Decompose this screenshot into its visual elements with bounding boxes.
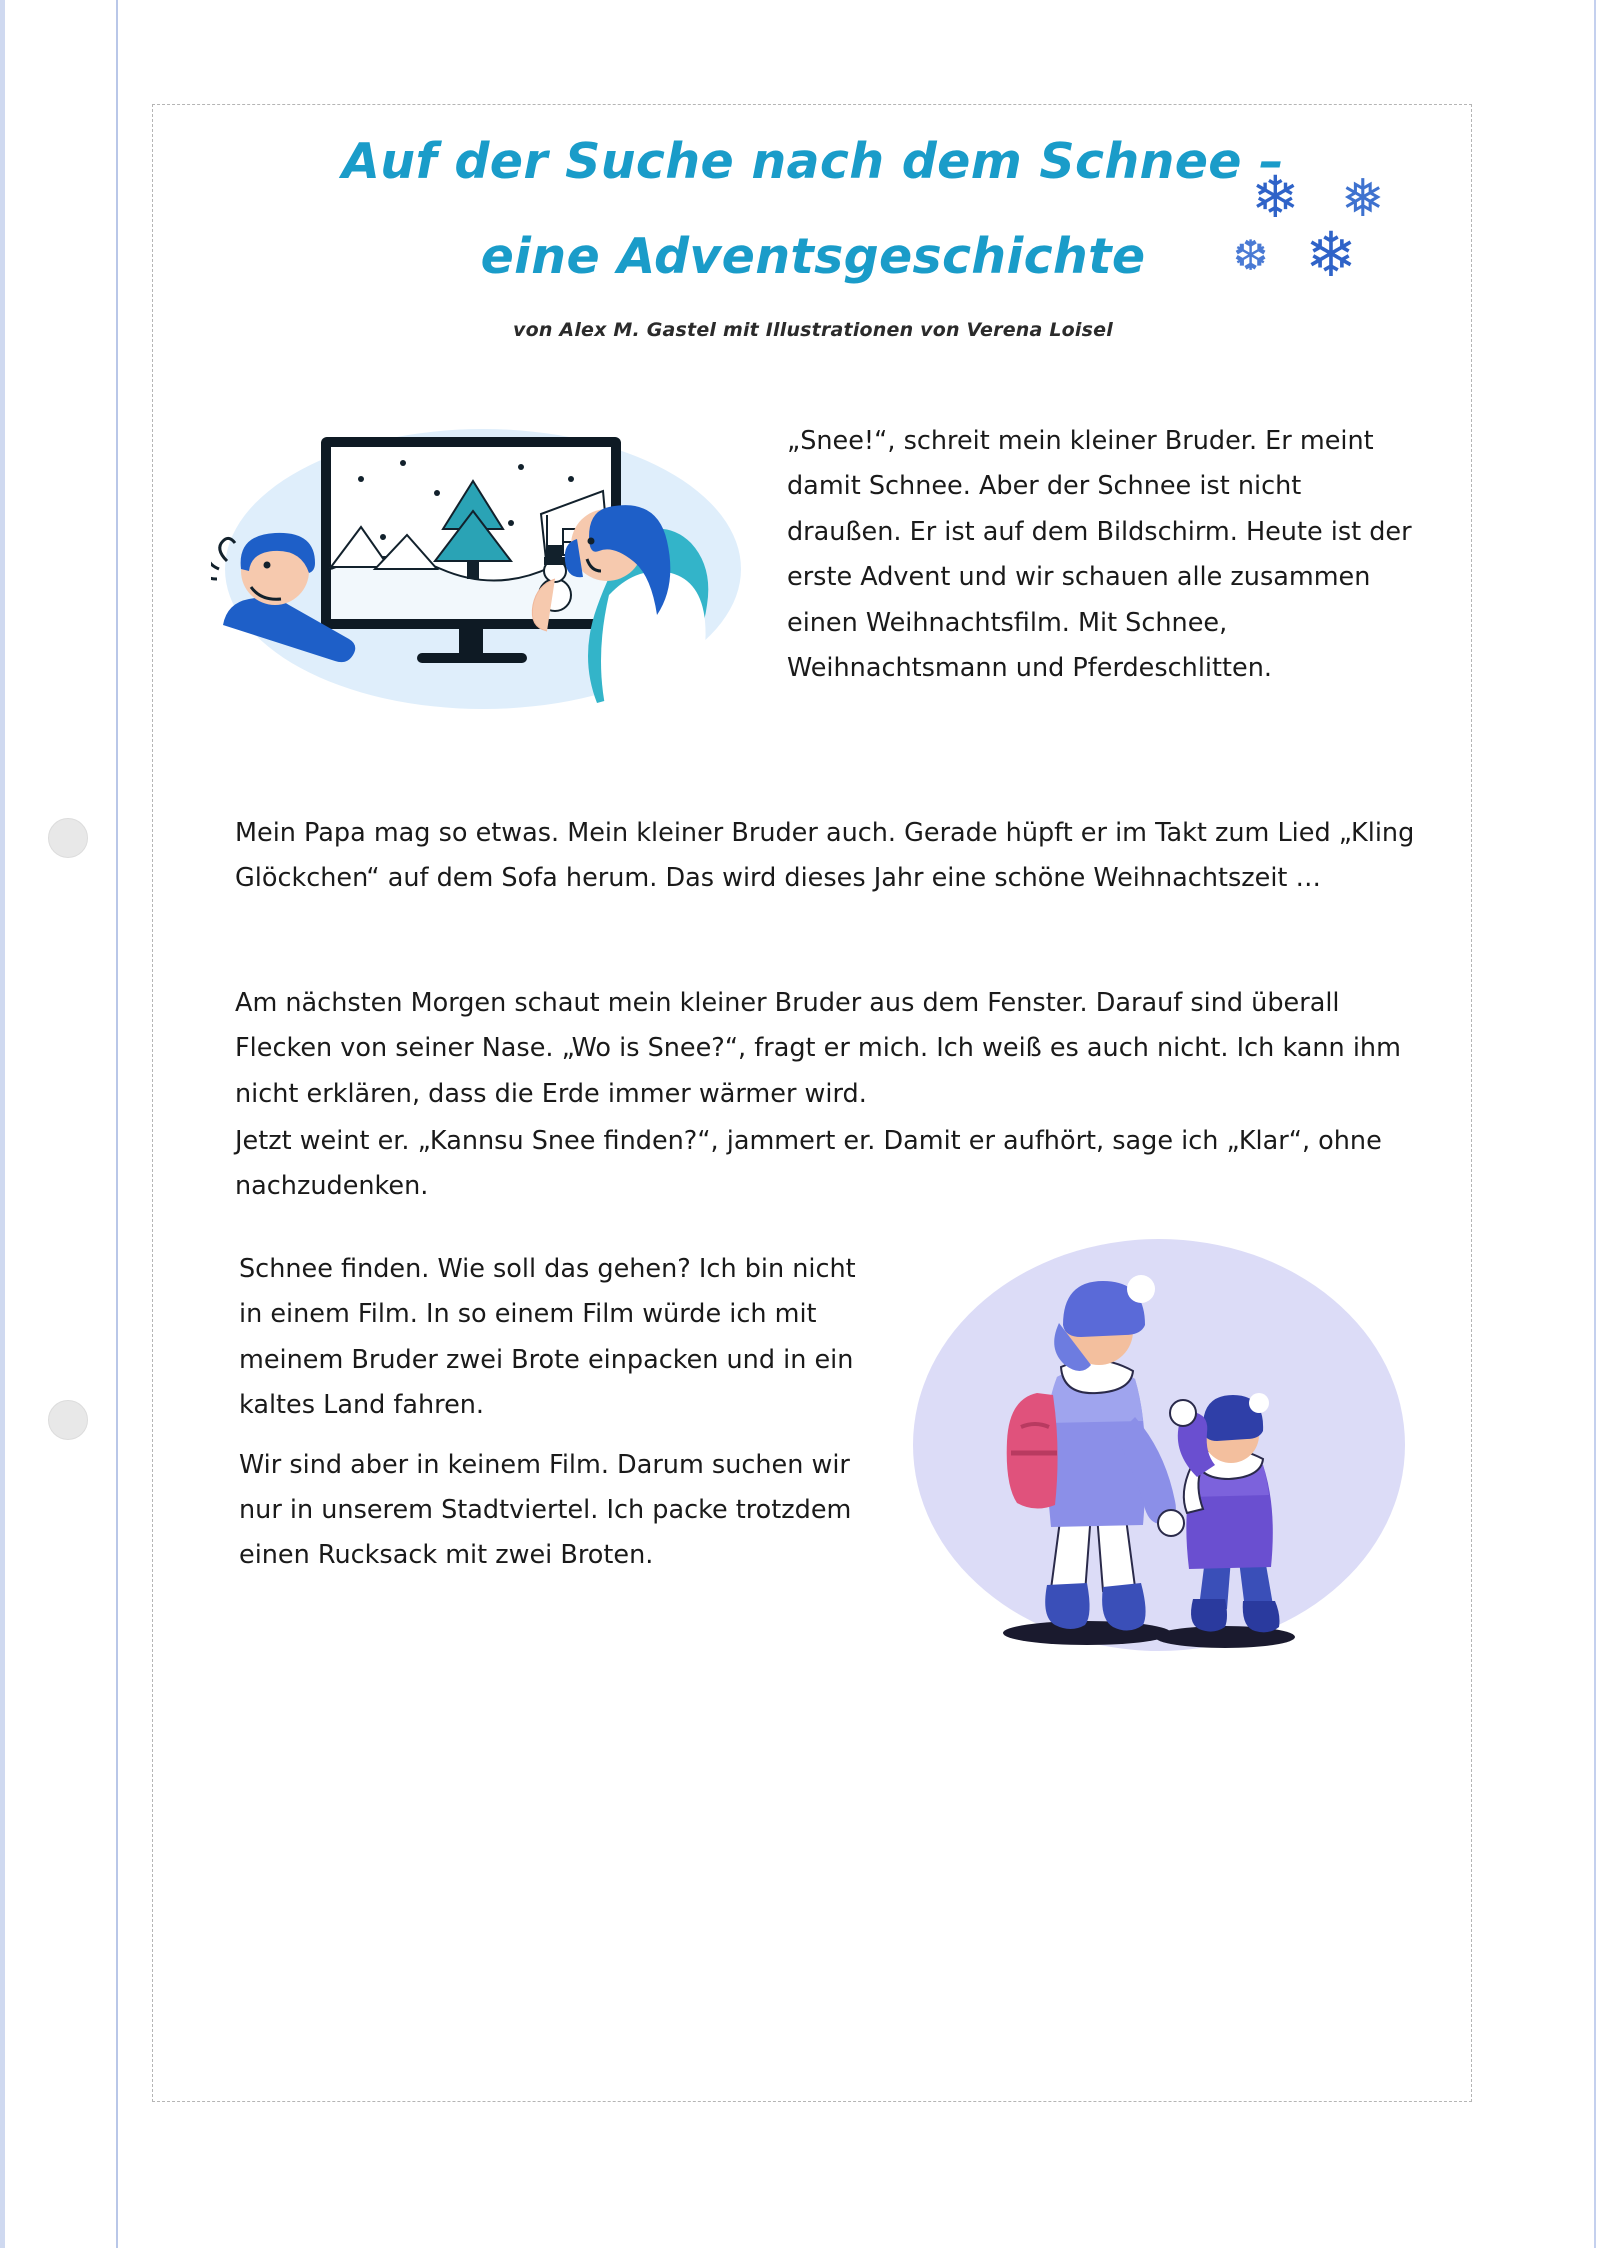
- snowflake-icon: ❅: [1341, 170, 1385, 228]
- paragraph-4: Jetzt weint er. „Kannsu Snee finden?“, jammert er. Damit er aufhört, sage ich „Klar“, ohne nachzudenken.: [235, 1126, 1382, 1202]
- paragraph-3: Am nächsten Morgen schaut mein kleiner Bruder aus dem Fenster. Darauf sind überall Flecken von seiner Nase. „Wo is Snee?“, fragt er mich. Ich weiß es auch nicht. Ich kann ihm nicht erklären, dass die Erde immer wärmer wird.: [235, 988, 1401, 1109]
- page-right-edge: [1594, 0, 1600, 2248]
- content-inner: [203, 119, 1423, 1571]
- paragraph-2: Mein Papa mag so etwas. Mein kleiner Bruder auch. Gerade hüpft er im Takt zum Lied „Kling Glöckchen“ auf dem Sofa herum. Das wird dieses Jahr eine schöne Weihnachtszeit …: [235, 818, 1415, 894]
- snowflake-icon: ❆: [1233, 232, 1269, 279]
- paragraph-3-container: [235, 981, 1415, 1117]
- paragraph-1-container: [787, 419, 1423, 691]
- paragraph-4-container: [235, 1119, 1415, 1210]
- paragraph-5: Schnee finden. Wie soll das gehen? Ich bin nicht in einem Film. In so einem Film würde ich mit meinem Bruder zwei Brote einpacken und in ein kaltes Land fahren.: [239, 1254, 856, 1421]
- siblings-walking-in-winter-illustration: [891, 1227, 1411, 1667]
- punch-hole-bottom: [48, 1400, 88, 1440]
- byline: von Alex M. Gastel mit Illustrationen von Verena Loisel: [513, 319, 1113, 341]
- paragraph-1: „Snee!“, schreit mein kleiner Bruder. Er meint damit Schnee. Aber der Schnee ist nicht draußen. Er ist auf dem Bildschirm. Heute ist der erste Advent und wir schauen alle zusammen einen Weihnachtsfilm. Mit Schnee, Weihnachtsmann und Pferdeschlitten.: [787, 426, 1412, 683]
- snowflake-icon: ❄: [1251, 165, 1300, 230]
- paragraphs-5-6-container: [239, 1247, 859, 1579]
- punch-hole-top: [48, 818, 88, 858]
- content-frame: [152, 104, 1472, 2102]
- page-title-line-1: Auf der Suche nach dem Schnee –: [342, 133, 1284, 190]
- page-left-edge: [0, 0, 5, 2248]
- family-watching-tv-illustration: [211, 419, 751, 724]
- binder-margin-strip: [0, 0, 118, 2248]
- section-search: [203, 1247, 1423, 1677]
- snowflake-cluster: [1233, 165, 1453, 309]
- paragraph-2-container: [235, 811, 1415, 902]
- snowflake-icon: ❄: [1305, 221, 1357, 290]
- section-intro: [203, 419, 1423, 769]
- paragraph-6: Wir sind aber in keinem Film. Darum suchen wir nur in unserem Stadtviertel. Ich packe trotzdem einen Rucksack mit zwei Broten.: [239, 1449, 852, 1571]
- page-title-line-2: eine Adventsgeschichte: [480, 228, 1146, 285]
